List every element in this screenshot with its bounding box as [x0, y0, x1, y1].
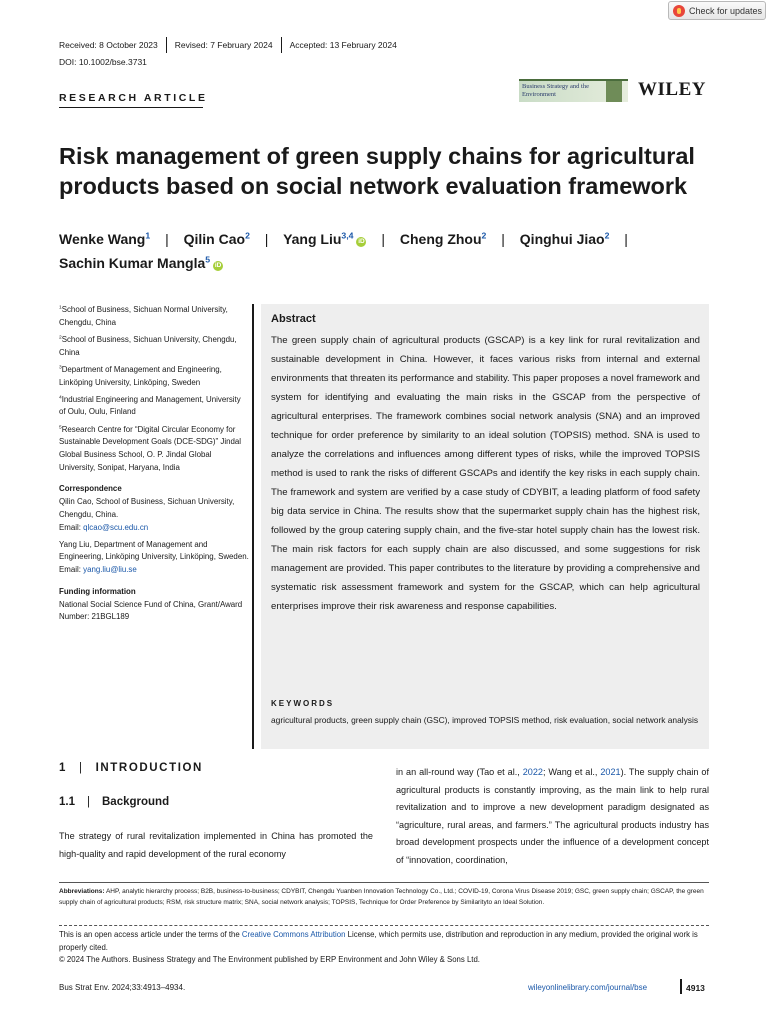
correspondence-heading: Correspondence [59, 484, 122, 494]
author-name[interactable]: Sachin Kumar Mangla [59, 255, 206, 271]
author-affiliation-mark[interactable]: 2 [481, 230, 487, 241]
correspondence-entry: Yang Liu, Department of Management and Engineering, Linköping University, Linköping, Sweden. Email: yang.liu@liu.se [59, 539, 249, 575]
abstract-text: The green supply chain of agricultural products (GSCAP) is a key link for rural revitalization and sustainable development in China. However, it faces various risks from internal and external environments that threaten its performance and stability. This paper proposes a novel framework and system for identifying and evaluating the main risks in the GSCAP from the perspective of agricultural enterprises. The framework combines social network analysis (SNA) and an improved technique for order preference by similarity to an ideal solution (TOPSIS) method. SNA is used to analyze the correlations and influences among different types of risks, while the improved TOPSIS method is used to rank the risks of different GSCAPs and identify the key risks in each supply chain. The framework and system are verified by a case study of CDYBIT, a leading platform of food safety big data service in China. The results show that the supermarket supply chain has the highest risk, followed by the group catering supply chain, and the five-star hotel supply chain has the lowest risk. The main risk factors for each supply chain are also discussed, and some suggestions for risk management are provided. This paper contributes to the literature by providing a comprehensive and systematic risk assessment framework and system for the GSCAP, which can help agricultural enterprises improve their risk awareness and response capabilities. [271, 335, 700, 612]
crossmark-icon [673, 5, 685, 17]
abstract-side-rule [252, 304, 254, 749]
article-title: Risk management of green supply chains for agricultural products based on social network evaluation framework [59, 143, 695, 199]
author-name[interactable]: Yang Liu [283, 231, 342, 247]
abbreviations-note: Abbreviations: AHP, analytic hierarchy process; B2B, business-to-business; CDYBIT, Chengdu Yuanben Innovation Technology Co., Ltd.; COVID-19, Corona Virus Disease 2019; GSC, green supply chain; GSCAP, the green supply chain of agricultural products; RSM, risk structure matrix; SNA, social network analysis; TOPSIS, Technique for Order Preference by Similarityto an Ideal Solution. [59, 888, 704, 906]
author-name[interactable]: Wenke Wang [59, 231, 146, 247]
keywords-heading: KEYWORDS [271, 699, 335, 708]
abstract-heading: Abstract [271, 313, 316, 325]
author-affiliation-mark[interactable]: 5 [205, 254, 211, 265]
journal-logo-graphic [606, 81, 622, 102]
author-separator: | [165, 231, 169, 247]
page-number: 4913 [686, 983, 705, 993]
author-separator: | [381, 231, 385, 247]
author-separator: | [624, 231, 628, 247]
keywords-text: agricultural products, green supply chain (GSC), improved TOPSIS method, risk evaluation, social network analysis [271, 715, 699, 725]
author-name[interactable]: Qilin Cao [183, 231, 246, 247]
author-affiliation-mark[interactable]: 3,4 [341, 230, 354, 241]
email-link[interactable]: yang.liu@liu.se [83, 565, 137, 575]
author-affiliation-mark[interactable]: 1 [145, 230, 151, 241]
citation-link[interactable]: 2021 [600, 767, 621, 777]
journal-logo-text: Business Strategy and the Environment [522, 83, 589, 98]
article-type: RESEARCH ARTICLE [59, 92, 208, 104]
license-note: This is an open access article under the terms of the Creative Commons Attribution License, which permits use, distribution and reproduction in any medium, provided the original work is properly cited. © 2024 The Authors. Business Strategy and The Environment published by ERP Environment and John Wiley & Sons Ltd. [59, 930, 698, 964]
affiliations-column [59, 304, 249, 628]
affiliation: $^5$Research Centre for “Digital Circular Economy for Sustainable Development Goals (DCE-SDG)” Jindal Global Business School, O. P. Jindal Global University, Sonipat, Haryana, India [59, 424, 241, 472]
copyright-line: © 2024 The Authors. Business Strategy and The Environment published by ERP Environment and John Wiley & Sons Ltd. [59, 955, 480, 964]
article-type-underline [59, 107, 203, 108]
section-heading: 1 | INTRODUCTION [59, 762, 203, 774]
author-name[interactable]: Cheng Zhou [399, 231, 482, 247]
author-separator: | [501, 231, 505, 247]
affiliation: $^1$School of Business, Sichuan Normal University, Chengdu, China [59, 305, 228, 327]
received-date: Received: 8 October 2023 [59, 40, 158, 50]
body-paragraph: The strategy of rural revitalization implemented in China has promoted the high-quality and rapid development of the rural economy [59, 831, 373, 859]
footnote-separator [59, 882, 709, 883]
funding-heading: Funding information [59, 586, 136, 596]
check-for-updates-button[interactable] [668, 1, 766, 20]
accepted-date: Accepted: 13 February 2024 [281, 37, 405, 53]
affiliation: $^3$Department of Management and Engineering, Linköping University, Linköping, Sweden [59, 364, 222, 387]
author-affiliation-mark[interactable]: 2 [604, 230, 610, 241]
journal-citation: Bus Strat Env. 2024;33:4913–4934. [59, 983, 186, 992]
license-separator [59, 925, 709, 926]
author-list [59, 227, 719, 275]
history-dates [59, 37, 405, 53]
correspondence-entry: Qilin Cao, School of Business, Sichuan University, Chengdu, China. Email: qlcao@scu.edu.cn [59, 497, 235, 532]
author-separator: | [264, 231, 269, 247]
author-affiliation-mark[interactable]: 2 [245, 230, 250, 241]
citation-link[interactable]: 2022 [522, 767, 543, 777]
revised-date: Revised: 7 February 2024 [166, 37, 281, 53]
funding-text: National Social Science Fund of China, Grant/Award Number: 21BGL189 [59, 599, 243, 622]
license-link[interactable]: Creative Commons Attribution [241, 930, 346, 939]
email-link[interactable]: qlcao@scu.edu.cn [83, 522, 149, 532]
publisher-logo: WILEY [638, 79, 706, 100]
page-number-rule [680, 979, 682, 994]
subsection-heading: 1.1 | Background [59, 796, 170, 808]
body-paragraph: in an all-round way (Tao et al., 2022; Wang et al., 2021). The supply chain of agricultural products is constantly improving, as the main link to help rural revitalization and to improve a new development paradigm designated as “agriculture, rural areas, and farmers.” The agricultural products industry has broad development prospects under the influence of a development concept of “innovation, coordination, [396, 767, 710, 865]
check-for-updates-label: Check for updates [689, 5, 763, 16]
orcid-icon[interactable]: iD [358, 238, 365, 245]
affiliation: $^4$Industrial Engineering and Management, University of Oulu, Oulu, Finland [59, 394, 241, 417]
affiliation: $^2$School of Business, Sichuan University, Chengdu, China [59, 334, 237, 357]
journal-url-link[interactable]: wileyonlinelibrary.com/journal/bse [528, 983, 648, 992]
journal-logo [519, 79, 628, 102]
author-name[interactable]: Qinghui Jiao [519, 231, 605, 247]
orcid-icon[interactable]: iD [214, 262, 222, 269]
doi: DOI: 10.1002/bse.3731 [59, 57, 147, 67]
